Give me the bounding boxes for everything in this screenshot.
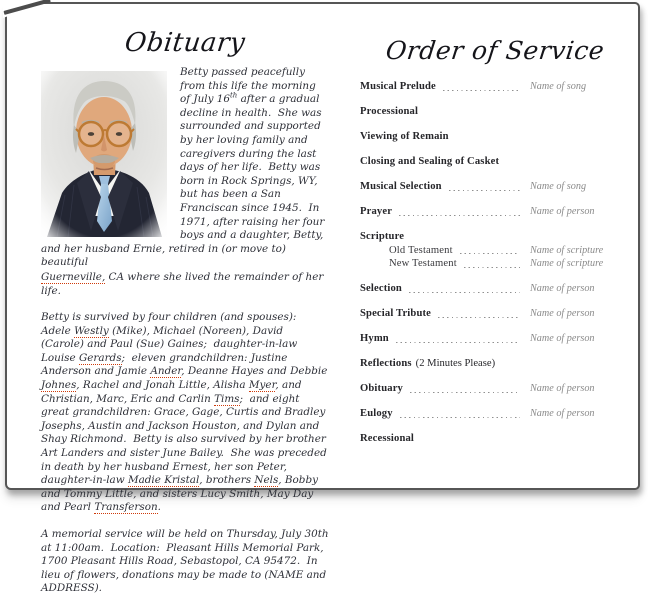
- portrait-illustration: [41, 71, 167, 237]
- text-run: .: [157, 501, 161, 514]
- order-item-value: Name of song: [530, 181, 587, 192]
- order-item: [360, 245, 630, 257]
- order-of-service-list: [360, 81, 630, 445]
- text-run: after a gradual decline in health. She was surrounded and supported by her loving family and caregivers during the last days of her life. Betty was born in Rock Springs, WY, but has been a San Franciscan since 1945. In 1971, after raising her four boys and a daughter, Betty, and her husband Ernie, retired in (or move to) beautiful: [41, 93, 325, 269]
- misspelled-word: Nels: [254, 474, 279, 487]
- misspelled-word: Madie Kristal: [127, 474, 200, 487]
- order-item: [360, 81, 630, 93]
- obituary-column: [41, 28, 329, 596]
- order-item-value: Name of person: [530, 308, 595, 319]
- dotted-leader: [449, 181, 520, 193]
- superscript-text: th: [229, 91, 238, 100]
- order-item-label: Selection: [360, 283, 402, 294]
- dotted-leader: [399, 206, 520, 218]
- order-item: [360, 181, 630, 193]
- misspelled-word: Myer: [248, 379, 276, 392]
- text-run: (Mike), Michael (Noreen), David (Carole) and Paul (Sue) Gaines; daughter-in-law Louise: [41, 324, 298, 364]
- order-item-value: Name of song: [530, 81, 587, 92]
- obituary-heading: [41, 28, 329, 58]
- text-run: , and Christian, Marc, Eric and Carlin: [41, 379, 302, 405]
- order-item: [360, 156, 630, 168]
- text-run: ; eleven grandchildren: Justine Anderson and Jamie: [41, 351, 288, 378]
- text-run: , Deanne Hayes and Debbie: [181, 365, 328, 378]
- misspelled-word: Guerneville,: [41, 270, 106, 283]
- order-of-service-heading-text: Order of Service: [384, 36, 606, 65]
- order-item: [360, 308, 630, 320]
- order-item: [360, 408, 630, 420]
- obituary-body: [41, 66, 329, 596]
- order-item-label: Prayer: [360, 206, 393, 217]
- order-item-label: Obituary: [360, 383, 403, 394]
- order-item: [360, 333, 630, 345]
- order-item-label: Reflections: [360, 358, 412, 369]
- text-run: , Bobby and Tommy Little, and sisters Lucy Smith, May Day and Pearl: [41, 474, 318, 514]
- order-item-label: Viewing of Remain: [360, 131, 449, 142]
- order-item-value: Name of person: [530, 383, 595, 394]
- order-item-value: Name of person: [530, 283, 595, 294]
- order-item-label: Special Tribute: [360, 308, 432, 319]
- dotted-leader: [409, 283, 520, 295]
- misspelled-word: Johnes: [41, 379, 77, 392]
- order-item: [360, 258, 630, 270]
- misspelled-word: Gerards: [78, 351, 122, 364]
- order-item-label: Recessional: [360, 433, 415, 444]
- misspelled-word: Tims: [214, 392, 240, 405]
- dotted-leader: [396, 333, 520, 345]
- dotted-leader: [464, 258, 520, 270]
- order-item: [360, 283, 630, 295]
- order-of-service-column: [360, 34, 630, 445]
- text-run: A memorial service will be held on Thursday, July 30th at 11:00am. Location: Pleasant Hills Memorial Park, 1700 Pleasant Hills Road, Sebastopol, CA 95472. In lieu of flowers, donations may be made to (NAME and ADDRESS).: [41, 528, 329, 595]
- order-item-note: (2 Minutes Please): [415, 358, 496, 369]
- text-run: , Rachel and Jonah Little, Alisha: [76, 379, 249, 392]
- order-item: [360, 383, 630, 395]
- dotted-leader: [438, 308, 520, 320]
- order-item-label: Eulogy: [360, 408, 393, 419]
- text-run: Betty passed peacefully from this life the morning of July 16: [180, 66, 316, 106]
- order-item: [360, 433, 630, 445]
- order-item: [360, 358, 630, 370]
- order-item: [360, 106, 630, 118]
- obituary-photo: [41, 71, 167, 237]
- dotted-leader: [460, 245, 520, 257]
- misspelled-word: Ander: [150, 365, 182, 378]
- text-run: Betty is survived by four children (and spouses): Adele: [41, 311, 297, 337]
- dotted-leader: [443, 81, 520, 93]
- order-of-service-heading: [360, 36, 630, 66]
- order-item-label: Musical Selection: [360, 181, 442, 192]
- order-item-label: Scripture: [360, 231, 405, 242]
- text-run: ; and eight great grandchildren: Grace, Gage, Curtis and Bradley Josephs, Austin and Jackson Houston, and Dylan and Shay Richmond. Betty is also survived by her brother Art Landers and sister June Bailey. She was preceded in death by her husband Ernest, her son Peter, daughter-in-law: [41, 392, 327, 487]
- order-item-label: Closing and Sealing of Casket: [360, 156, 500, 167]
- text-run: , brothers: [199, 474, 255, 487]
- obituary-service-paragraph: [41, 528, 329, 596]
- obituary-heading-text: Obituary: [123, 28, 247, 58]
- order-item-label: Hymn: [360, 333, 389, 344]
- order-item-value: Name of scripture: [530, 244, 604, 256]
- text-run: CA where she lived the remainder of her life.: [41, 270, 324, 297]
- program-sheet: [5, 2, 640, 595]
- order-item-value: Name of person: [530, 408, 595, 419]
- order-item: [360, 131, 630, 143]
- obituary-family-paragraph: [41, 311, 329, 515]
- order-item: [360, 231, 630, 243]
- order-item-value: Name of person: [530, 206, 595, 217]
- order-item-label: Processional: [360, 106, 419, 117]
- misspelled-word: Westly: [74, 324, 109, 337]
- dotted-leader: [410, 383, 520, 395]
- order-item-value: Name of person: [530, 333, 595, 344]
- dotted-leader: [400, 408, 520, 420]
- order-item-label: Musical Prelude: [360, 81, 436, 92]
- misspelled-word: Transferson: [94, 501, 158, 514]
- order-item-label: Old Testament: [389, 244, 453, 256]
- obituary-intro-continued: [41, 271, 329, 298]
- order-item-value: Name of scripture: [530, 258, 604, 269]
- order-item-label: New Testament: [389, 258, 457, 269]
- order-item: [360, 206, 630, 218]
